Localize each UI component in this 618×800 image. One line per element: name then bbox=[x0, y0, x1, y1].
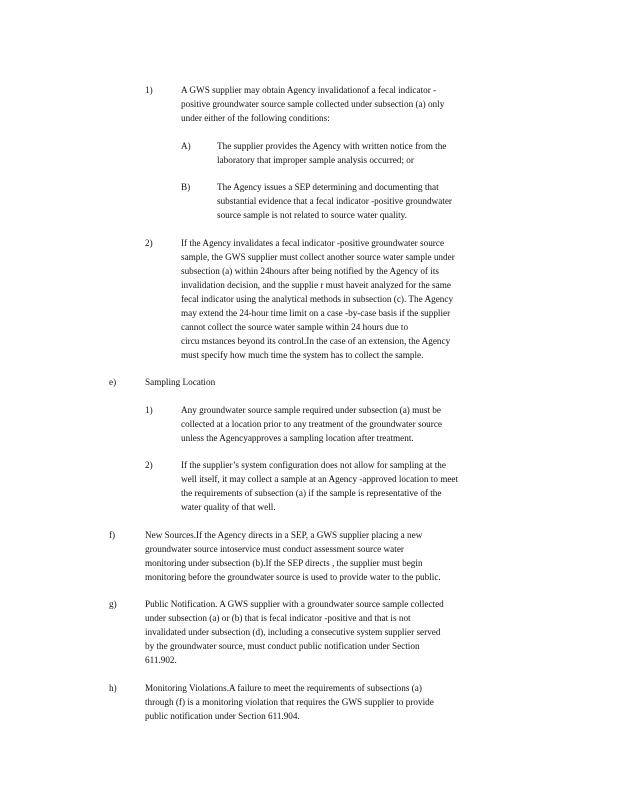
item-label: e) bbox=[109, 377, 117, 387]
item-label: f) bbox=[109, 530, 116, 540]
item-text: If the supplier’s system configuration does not allow for sampling at the well itself, it may collect a sample at an Agency -approved location to meet the requirements of subsection (a) if the sample is representative of the water quality of that well. bbox=[181, 460, 459, 512]
item-label: A) bbox=[181, 141, 191, 151]
item-label: 2) bbox=[145, 238, 153, 248]
item-label: 2) bbox=[145, 460, 153, 470]
item-label: h) bbox=[109, 683, 117, 693]
item-text: The supplier provides the Agency with written notice from the laboratory that improper sample analysis occurred; or bbox=[217, 141, 447, 165]
section-heading: Sampling Location bbox=[145, 377, 216, 387]
item-text: A GWS supplier may obtain Agency invalidationof a fecal indicator - positive groundwater source sample collected under subsection (a) only under either of the following conditions: bbox=[181, 85, 445, 123]
item-text: Public Notification. A GWS supplier with a groundwater source sample collected under subsection (a) or (b) that is fecal indicator -positive and that is not invalidated under subsection (d), including a consecutive system supplier served by the groundwater source, must conduct public notification under Section 611.902. bbox=[145, 599, 444, 665]
item-text: The Agency issues a SEP determining and documenting that substantial evidence that a fecal indicator -positive groundwater source sample is not related to source water quality. bbox=[217, 182, 452, 220]
item-label: 1) bbox=[145, 85, 153, 95]
item-label: B) bbox=[181, 182, 191, 192]
item-text: Any groundwater source sample required under subsection (a) must be collected at a location prior to any treatment of the groundwater source unless the Agencyapproves a sampling location after treatment. bbox=[181, 405, 442, 443]
item-label: 1) bbox=[145, 405, 153, 415]
item-text: New Sources.If the Agency directs in a SEP, a GWS supplier placing a new groundwater source intoservice must conduct assessment source water monitoring under subsection (b).If the SEP directs , the supplier must begin monitoring before the groundwater source is used to provide water to the public. bbox=[145, 530, 441, 582]
item-text: Monitoring Violations.A failure to meet the requirements of subsections (a) through (f) is a monitoring violation that requires the GWS supplier to provide public notification under Section 611.904. bbox=[145, 683, 434, 721]
item-text: If the Agency invalidates a fecal indicator -positive groundwater source sample, the GWS supplier must collect another source water sample under subsection (a) within 24hours after being notified by the Agency of its invalidation decision, and the supplie r must haveit analyzed for the same fecal indicator using the analytical methods in subsection (c). The Agency may extend the 24-hour time limit on a case -by-case basis if the supplier cannot collect the source water sample within 24 hours due to circu mstances beyond its control.In the case of an extension, the Agency must specify how much time the system has to collect the sample. bbox=[181, 238, 455, 360]
item-label: g) bbox=[109, 599, 117, 609]
